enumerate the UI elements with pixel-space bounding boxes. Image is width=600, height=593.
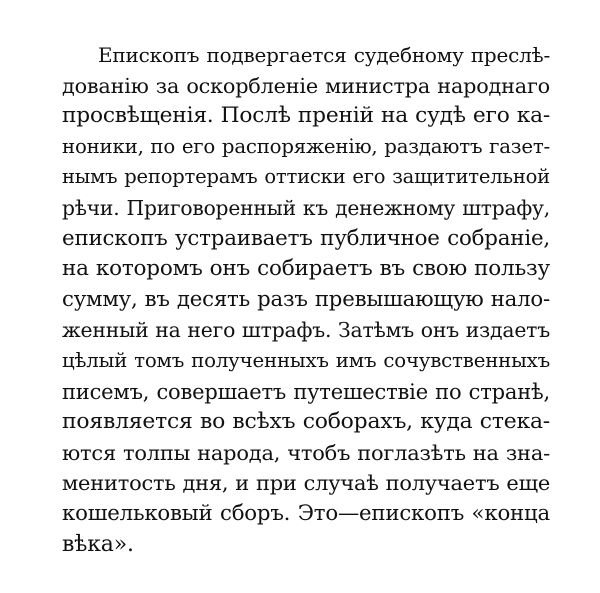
text-line-16: кошельковый сборъ. Это—епископъ «конца [62,500,550,526]
text-line-10: женный на него штрафъ. Затѣмъ онъ издаетъ [62,318,550,343]
text-line-9: сумму, въ десять разъ превышающую нало- [62,286,550,312]
paragraph-text [62,40,550,560]
text-line-6: рѣчи. Приговоренный къ денежному штрафу, [62,195,550,220]
text-line-5: нымъ репортерамъ оттиски его защитительной [62,165,550,189]
text-line-7: епископъ устраиваетъ публичное собраніе, [62,225,550,251]
text-line-12: писемъ, совершаетъ путешествіе по странѣ, [62,378,550,404]
text-line-2: дованію за оскорбленіе министра народнаго [62,73,550,98]
text-line-13: появляется во всѣхъ соборахъ, куда стека- [62,409,550,435]
text-line-8: на которомъ онъ собираетъ въ свою пользу [62,256,550,282]
text-line-17: вѣка». [62,531,134,557]
text-line-11: цѣлый томъ полученныхъ имъ сочувственныхъ [62,348,550,372]
text-line-4: ноники, по его распоряженію, раздаютъ газет- [62,134,550,158]
text-line-15: менитость дня, и при случаѣ получаетъ еще [62,471,550,496]
text-line-14: ются толпы народа, чтобъ поглазѣть на зна- [62,440,550,465]
text-line-3: просвѣщенія. Послѣ преній на судѣ его ка- [62,103,550,129]
text-line-1: Епископъ подвергается судебному преслѣ- [98,43,550,67]
